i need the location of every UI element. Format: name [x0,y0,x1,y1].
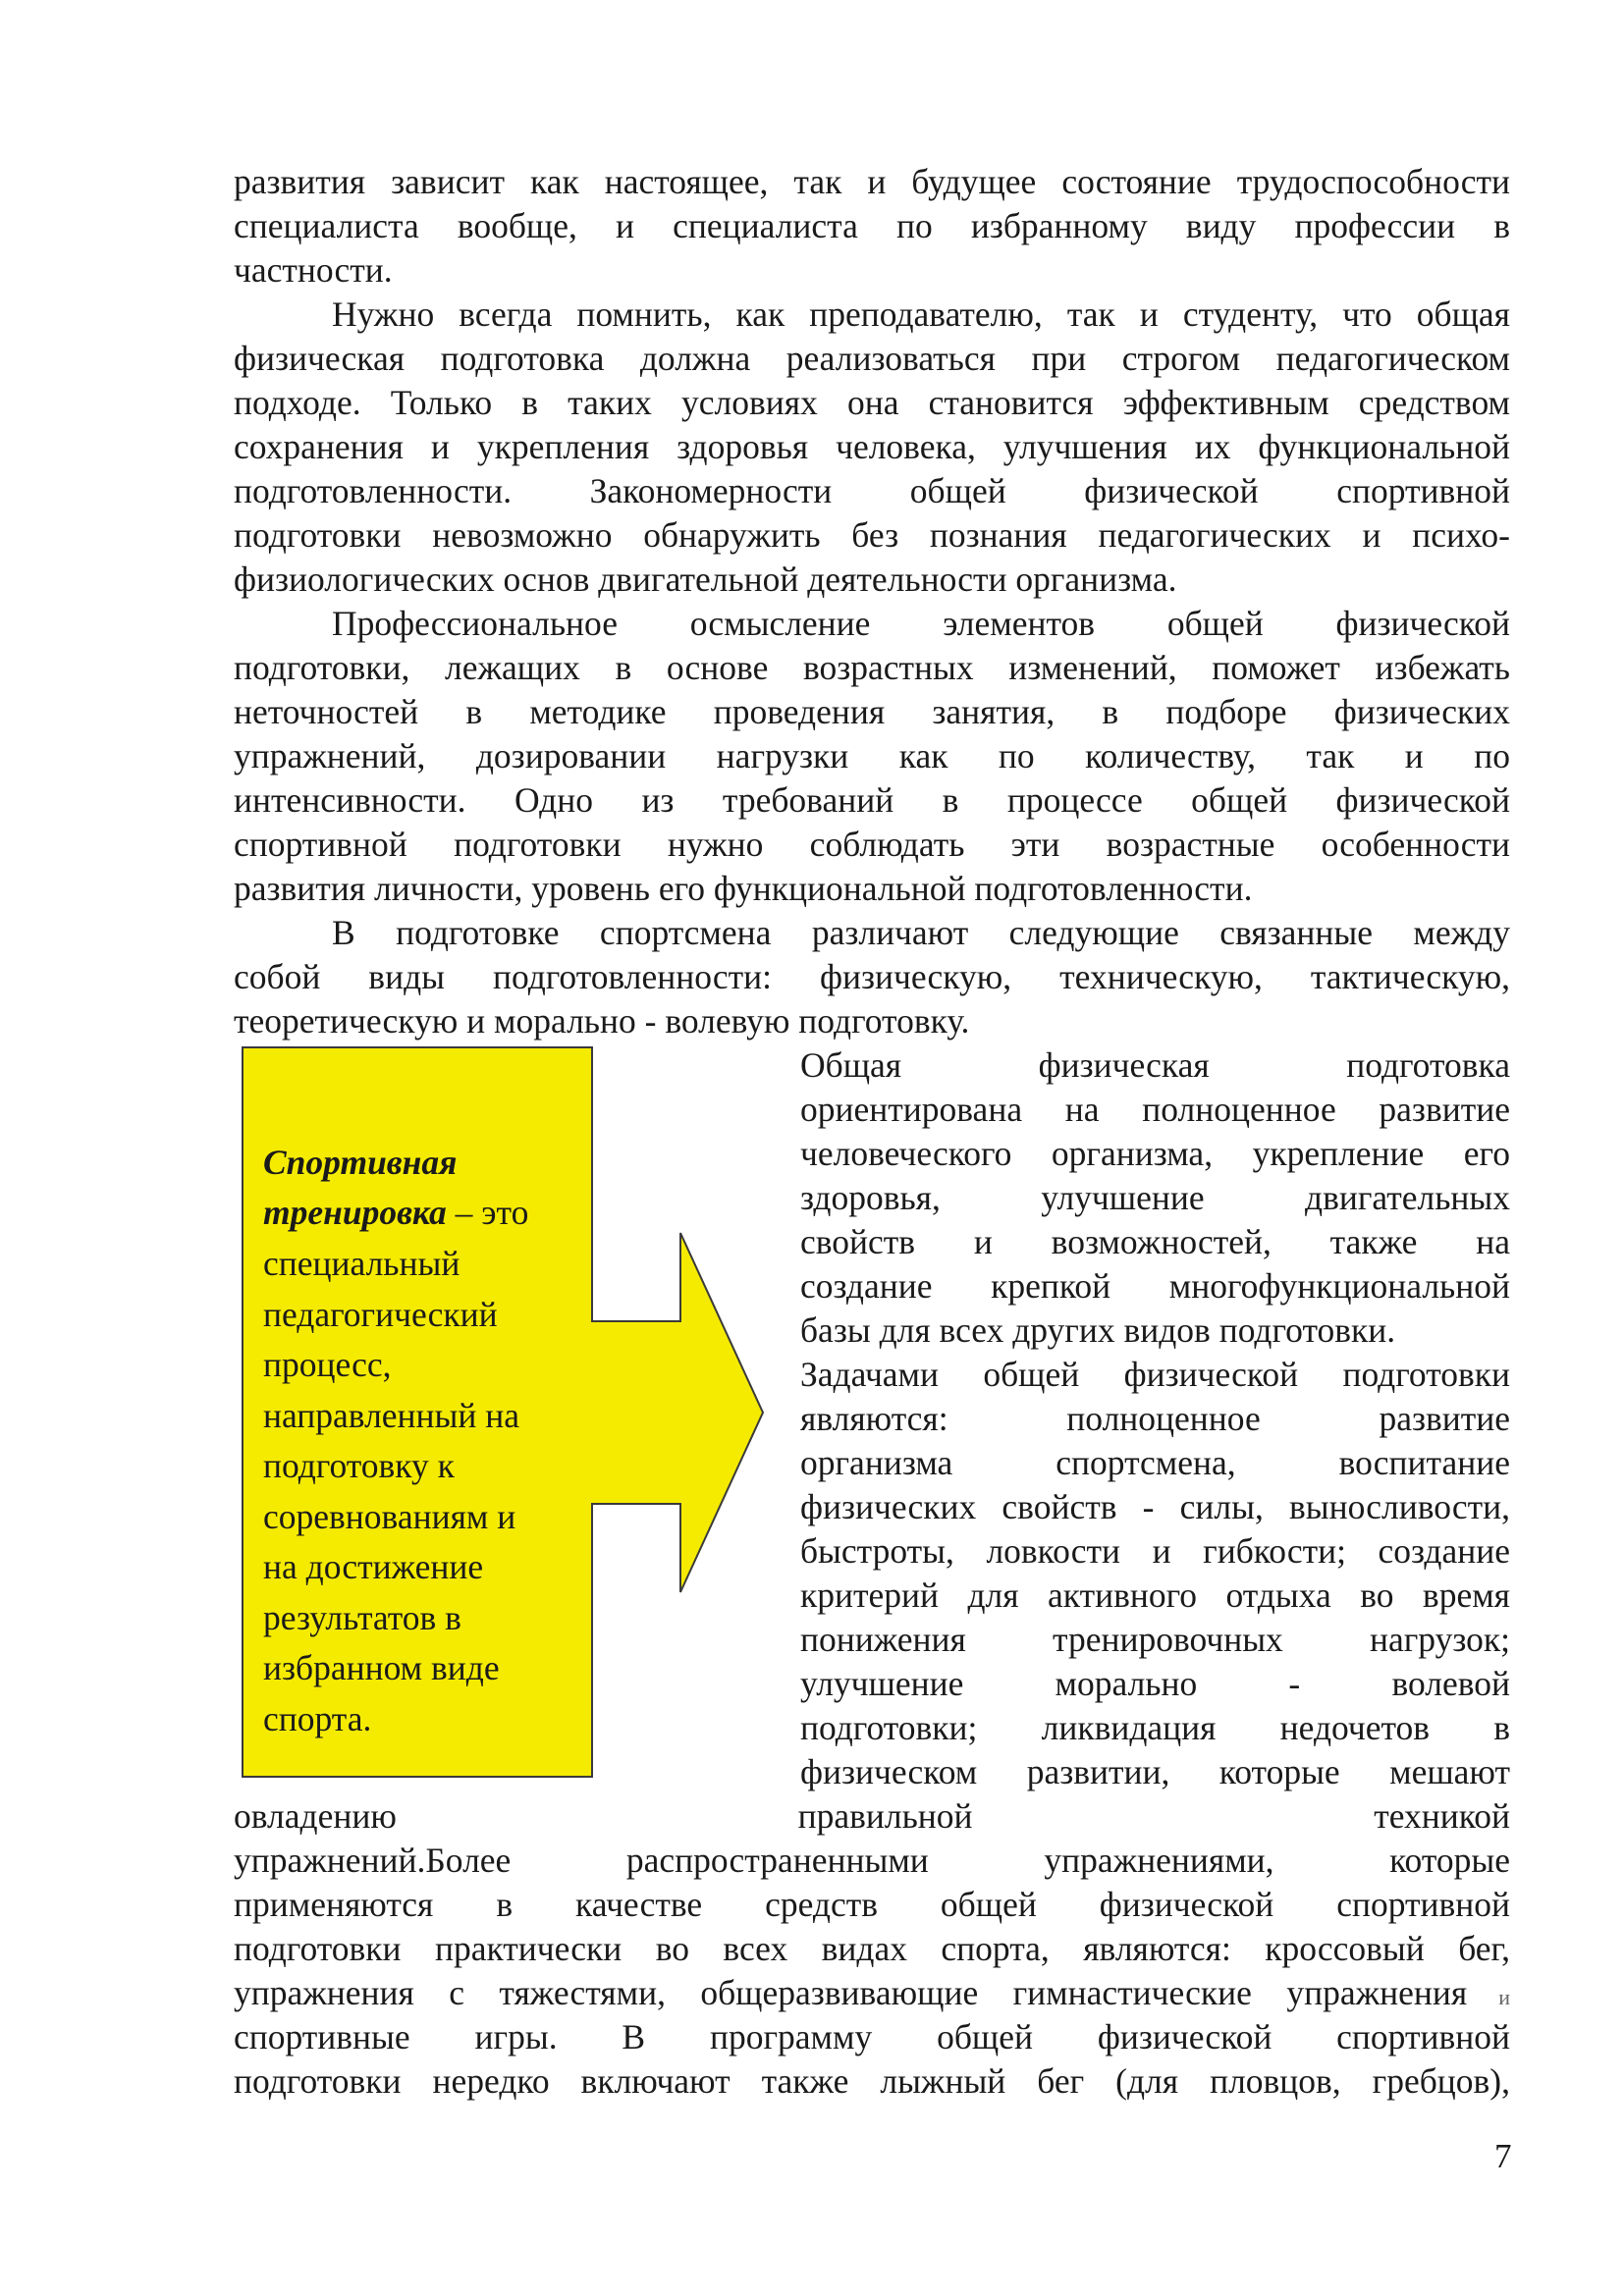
callout-line: результатов в [263,1597,461,1637]
callout-line: подготовку к [263,1446,455,1485]
text-line: подготовки; ликвидация недочетов в [800,1708,1510,1747]
text-line: улучшение морально - волевой [800,1664,1510,1703]
text-line: упражнений, дозировании нагрузки как по количеству, так и по [234,736,1510,775]
callout-line: избранном виде [263,1648,500,1687]
text-line: подготовки практически во всех видах спорта, являются: кроссовый бег, [234,1929,1510,1968]
callout-term-line-2 [263,1188,528,1239]
callout-term-part2: тренировка [263,1193,447,1232]
callout-line: на достижение [263,1547,484,1586]
callout-term-part1: Спортивная [263,1143,458,1182]
text-line: физиологических основ двигательной деятельности организма. [234,560,1177,599]
page-number: 7 [1494,2137,1512,2175]
callout-dash-text: – это [446,1193,529,1232]
text-line: подготовки нередко включают также лыжный бег (для пловцов, гребцов), [234,2061,1510,2101]
text-line: применяются в качестве средств общей физической спортивной [234,1885,1510,1924]
text-line: подготовки, лежащих в основе возрастных изменений, поможет избежать [234,648,1510,687]
text-line: ориентирована на полноценное развитие [800,1090,1510,1129]
text-line: теоретическую и морально - волевую подготовку. [234,1001,970,1041]
text-line: физических свойств - силы, выносливости, [800,1487,1510,1526]
callout-line: процесс, [263,1345,392,1384]
callout-line: специальный [263,1244,460,1283]
text-line: специалиста вообще, и специалиста по избранному виду профессии в [234,206,1510,245]
text-line: Профессиональное осмысление элементов общей физической [332,604,1510,643]
text-line: спортивные игры. В программу общей физической спортивной [234,2017,1510,2056]
text-line: физическая подготовка должна реализоваться при строгом педагогическом [234,339,1510,378]
text-line: быстроты, ловкости и гибкости; создание [800,1531,1510,1571]
text-line: развития зависит как настоящее, так и будущее состояние трудоспособности [234,162,1510,201]
text-line: развития личности, уровень его функциональной подготовленности. [234,869,1253,908]
callout-line: педагогический [263,1294,498,1334]
callout-term-line-1 [263,1138,457,1189]
text-line: спортивной подготовки нужно соблюдать эти возрастные особенности [234,825,1510,864]
text-line: Нужно всегда помнить, как преподавателю, так и студенту, что общая [332,294,1510,334]
text-line: создание крепкой многофункциональной [800,1266,1510,1306]
text-line: частности. [234,250,393,290]
callout-line: направленный на [263,1395,520,1435]
text-line: упражнения с тяжестями, общеразвивающие гимнастические упражнения и [234,1973,1510,2012]
text-line: неточностей в методике проведения занятия, в подборе физических [234,692,1510,731]
text-line: физическом развитии, которые мешают [800,1752,1510,1791]
text-line: понижения тренировочных нагрузок; [800,1620,1510,1659]
text-line: овладению правильной техникой [234,1796,1510,1836]
callout-line: спорта. [263,1698,372,1738]
callout-line: соревнованиям и [263,1496,516,1536]
text-line: интенсивности. Одно из требований в процессе общей физической [234,780,1510,820]
text-line: здоровья, улучшение двигательных [800,1178,1510,1217]
text-line: свойств и возможностей, также на [800,1222,1510,1261]
text-line: подготовленности. Закономерности общей физической спортивной [234,471,1510,510]
text-line-suffix: и [1467,1985,1510,2009]
text-line: подходе. Только в таких условиях она становится эффективным средством [234,383,1510,422]
text-line: Общая физическая подготовка [800,1045,1510,1085]
text-line: базы для всех других видов подготовки. [800,1310,1396,1350]
text-line: собой виды подготовленности: физическую, техническую, тактическую, [234,957,1510,996]
text-line: В подготовке спортсмена различают следующие связанные между [332,913,1510,952]
text-line: подготовки невозможно обнаружить без познания педагогических и психо- [234,515,1510,555]
text-line: критерий для активного отдыха во время [800,1575,1510,1615]
text-line: Задачами общей физической подготовки [800,1355,1510,1394]
text-line: организма спортсмена, воспитание [800,1443,1510,1482]
text-line: человеческого организма, укрепление его [800,1134,1510,1173]
text-line: являются: полноценное развитие [800,1399,1510,1438]
text-line: упражнений.Более распространенными упражнениями, которые [234,1841,1510,1880]
text-line: сохранения и укрепления здоровья человека, улучшения их функциональной [234,427,1510,466]
